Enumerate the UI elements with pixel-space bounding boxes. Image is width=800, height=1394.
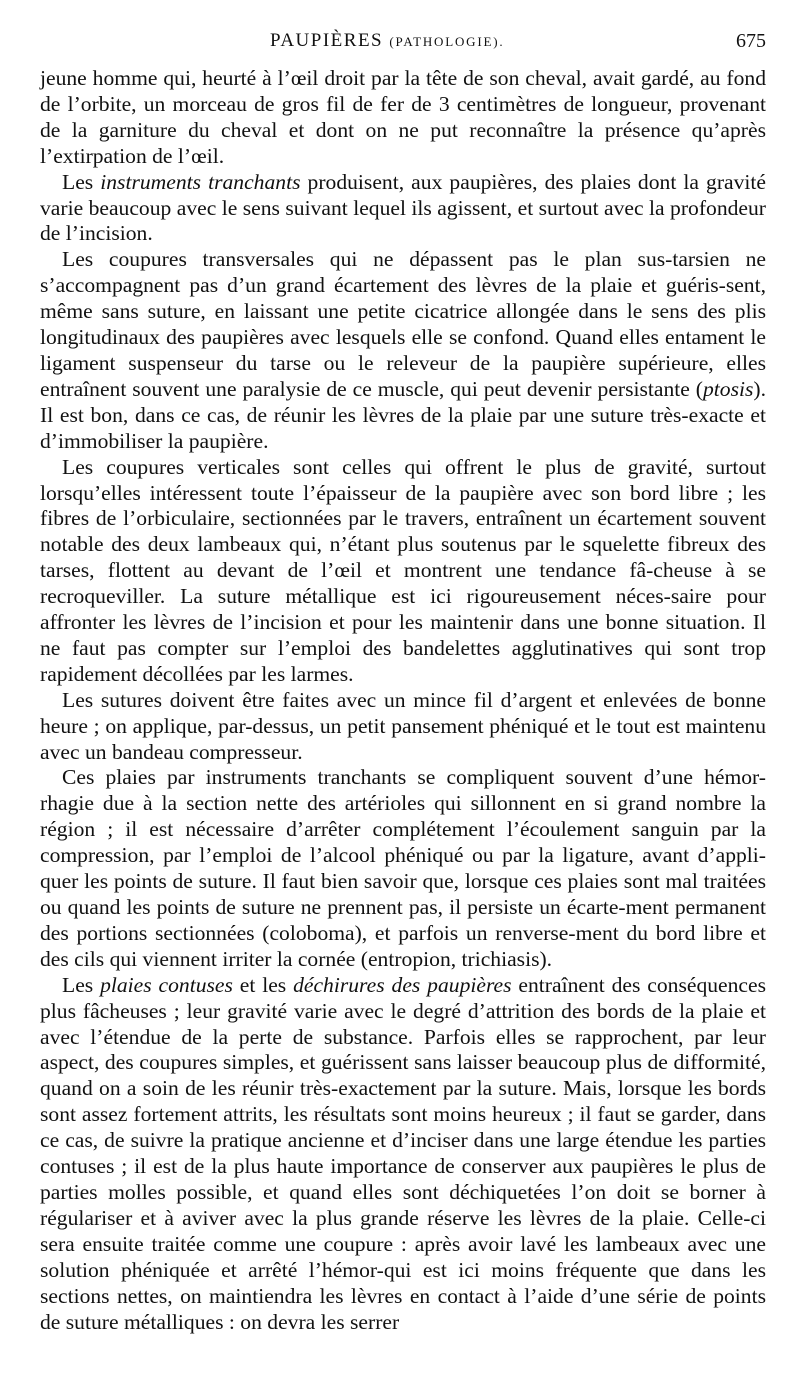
- paragraph-text: ). Il est bon, dans ce cas, de réunir les lèvres de la plaie par une suture très-exacte et d’immobiliser la paupière.: [40, 376, 766, 453]
- page-body: [40, 54, 766, 1335]
- running-head: [40, 0, 766, 54]
- italic-term: ptosis: [703, 376, 754, 401]
- paragraph: [40, 66, 766, 170]
- paragraph: [40, 247, 766, 454]
- italic-term: déchirures des paupières: [293, 972, 512, 997]
- paragraph-text: Ces plaies par instruments tranchants se compliquent souvent d’une hémor-rhagie due à la section nette des artérioles qui sillonnent en si grand nombre la région ; il est nécessaire d’arrêter complétement l’écoulement sanguin par la compression, par l’emploi de l’alcool phéniqué ou par la ligature, avant d’appli-quer les points de suture. Il faut bien savoir que, lorsque ces plaies sont mal traitées ou quand les points de suture ne prennent pas, il persiste un écarte-ment permanent des portions sectionnées (coloboma), et parfois un renverse-ment du bord libre et des cils qui viennent irriter la cornée (entropion, trichiasis).: [40, 765, 766, 971]
- paragraph-text: Les coupures verticales sont celles qui offrent le plus de gravité, surtout lorsqu’elles intéressent toute l’épaisseur de la paupière avec son bord libre ; les fibres de l’orbiculaire, sectionnées par le travers, entraînent un écartement souvent notable des deux lambeaux qui, n’étant plus soutenus par le squelette fibreux des tarses, flottent au devant de l’œil et montrent une tendance fâ-cheuse à se recroqueviller. La suture métallique est ici rigoureusement néces-saire pour affronter les lèvres de l’incision et pour les maintenir dans une bonne situation. Il ne faut pas compter sur l’emploi des bandelettes agglutinatives qui sont trop rapidement décollées par les larmes.: [40, 454, 766, 686]
- paragraph: [40, 765, 766, 972]
- paragraph-text: Les coupures transversales qui ne dépassent pas le plan sus-tarsien ne s’accompagnent pas d’un grand écartement des lèvres de la plaie et guéris-sent, même sans suture, en laissant une petite cicatrice allongée dans le sens des plis longitudinaux des paupières avec lesquels elle se confond. Quand elles entament le ligament suspenseur du tarse ou le releveur de la paupière supérieure, elles entraînent souvent une paralysie de ce muscle, qui peut devenir persistante (: [40, 247, 766, 401]
- paragraph-text: Les: [62, 972, 101, 997]
- paragraph-text: Les: [62, 169, 101, 194]
- italic-term: instruments tranchants: [100, 169, 301, 194]
- paragraph-text: Les sutures doivent être faites avec un mince fil d’argent et enlevées de bonne heure ; on applique, par-dessus, un petit pansement phéniqué et le tout est maintenu avec un bandeau compresseur.: [40, 687, 766, 764]
- paragraph: [40, 170, 766, 248]
- paragraph-text: et les: [232, 972, 294, 997]
- paragraph-text: produisent, aux paupières, des plaies dont la gravité varie beaucoup avec le sens suivant lequel ils agissent, et surtout avec la profondeur de l’incision.: [40, 169, 766, 246]
- italic-term: plaies contuses: [100, 972, 233, 997]
- book-page: [40, 0, 766, 1394]
- running-title-main: PAUPIÈRES: [270, 30, 384, 51]
- paragraph: [40, 688, 766, 766]
- paragraph-text: jeune homme qui, heurté à l’œil droit par la tête de son cheval, avait gardé, au fond de l’orbite, un morceau de gros fil de fer de 3 centimètres de longueur, provenant de la garniture du cheval et dont on ne put reconnaître la présence qu’après l’extirpation de l’œil.: [40, 66, 766, 168]
- running-title: [270, 30, 504, 52]
- paragraph: [40, 973, 766, 1336]
- running-title-sub: (PATHOLOGIE).: [389, 34, 505, 49]
- page-number: 675: [736, 30, 766, 52]
- paragraph: [40, 455, 766, 688]
- paragraph-text: entraînent des conséquences plus fâcheuses ; leur gravité varie avec le degré d’attrition des bords de la plaie et avec l’étendue de la perte de substance. Parfois elles se rapprochent, par leur aspect, des coupures simples, et guérissent sans laisser beaucoup plus de difformité, quand on a soin de les réunir très-exactement par la suture. Mais, lorsque les bords sont assez fortement attrits, les résultats sont moins heureux ; il faut se garder, dans ce cas, de suivre la pratique ancienne et d’inciser dans une large étendue les parties contuses ; il est de la plus haute importance de conserver aux paupières le plus de parties molles possible, et quand elles sont déchiquetées l’on doit se borner à régulariser et à aviver avec la plus grande réserve les lèvres de la plaie. Celle-ci sera ensuite traitée comme une coupure : après avoir lavé les lambeaux avec une solution phéniquée et arrêté l’hémor-qui est ici moins fréquente que dans les sections nettes, on maintiendra les lèvres en contact à l’aide d’une série de points de suture métalliques : on devra les serrer: [40, 972, 766, 1334]
